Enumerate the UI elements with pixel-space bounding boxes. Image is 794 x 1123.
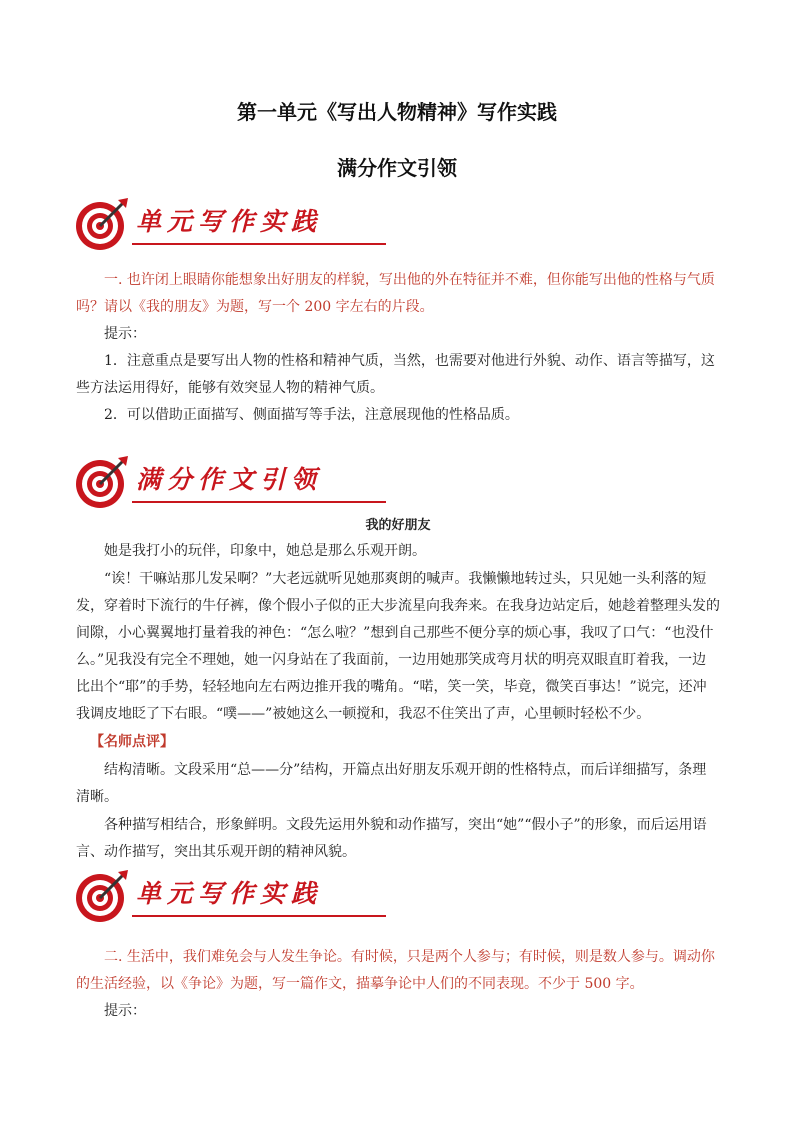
page-subtitle: 满分作文引领 bbox=[337, 156, 457, 180]
section-banner-practice bbox=[74, 192, 324, 256]
banner-underline bbox=[132, 915, 386, 917]
banner-underline bbox=[132, 501, 386, 503]
task2-prompt: 二. 生活中，我们难免会与人发生争论。有时候，只是两个人参与；有时候，则是数人参与。调动你的生活经验，以《争论》为题，写一篇作文，描摹争论中人们的不同表现。不少于 500 字。 bbox=[76, 949, 715, 992]
task1-hint-2: 2．可以借助正面描写、侧面描写等手法，注意展现他的性格品质。 bbox=[104, 407, 519, 423]
review-comment-1: 结构清晰。文段采用“总——分”结构，开篇点出好朋友乐观开朗的性格特点，而后详细描写，条理清晰。 bbox=[76, 762, 707, 805]
task1-prompt: 一. 也许闭上眼睛你能想象出好朋友的样貌，写出他的外在特征并不难，但你能写出他的性格与气质吗？请以《我的朋友》为题，写一个 200 字左右的片段。 bbox=[76, 272, 715, 315]
target-arrow-icon bbox=[74, 454, 130, 510]
essay-paragraph-2: “诶！干嘛站那儿发呆啊？”大老远就听见她那爽朗的喊声。我懒懒地转过头，只见她一头利落的短发，穿着时下流行的牛仔裤，像个假小子似的正大步流星向我奔来。在我身边站定后，她趁着整理头发的间隙，小心翼翼地打量着我的神色：“怎么啦？”想到自己那些不便分享的烦心事，我叹了口气：“也没什么。”见我没有完全不理她，她一闪身站在了我面前，一边用她那笑成弯月状的明亮双眼直盯着我，一边比出个“耶”的手势，轻轻地向左右两边推开我的嘴角。“喏，笑一笑，毕竟，微笑百事达！”说完，还冲我调皮地眨了下右眼。“噗——”被她这么一顿搅和，我忍不住笑出了声，心里顿时轻松不少。 bbox=[76, 571, 720, 722]
section-banner-practice-2 bbox=[74, 864, 324, 928]
target-arrow-icon bbox=[74, 196, 130, 252]
essay-title: 我的好朋友 bbox=[365, 518, 431, 533]
banner-text: 满分作文引领 bbox=[136, 465, 323, 494]
banner-text: 单元写作实践 bbox=[136, 879, 323, 908]
page-title: 第一单元《写出人物精神》写作实践 bbox=[237, 100, 557, 124]
banner-underline bbox=[132, 243, 386, 245]
section-banner-model bbox=[74, 450, 324, 514]
banner-text: 单元写作实践 bbox=[136, 207, 323, 236]
task2-hint-label: 提示： bbox=[104, 1003, 146, 1019]
task1-hint-label: 提示： bbox=[104, 326, 146, 342]
target-arrow-icon bbox=[74, 868, 130, 924]
task1-hint-1: 1．注意重点是要写出人物的性格和精神气质，当然，也需要对他进行外貌、动作、语言等描写，这些方法运用得好，能够有效突显人物的精神气质。 bbox=[76, 353, 715, 396]
essay-paragraph-1: 她是我打小的玩伴，印象中，她总是那么乐观开朗。 bbox=[104, 543, 426, 559]
review-comment-2: 各种描写相结合，形象鲜明。文段先运用外貌和动作描写，突出“她”“假小子”的形象，而后运用语言、动作描写，突出其乐观开朗的精神风貌。 bbox=[76, 817, 707, 860]
review-label: 【名师点评】 bbox=[90, 734, 174, 750]
